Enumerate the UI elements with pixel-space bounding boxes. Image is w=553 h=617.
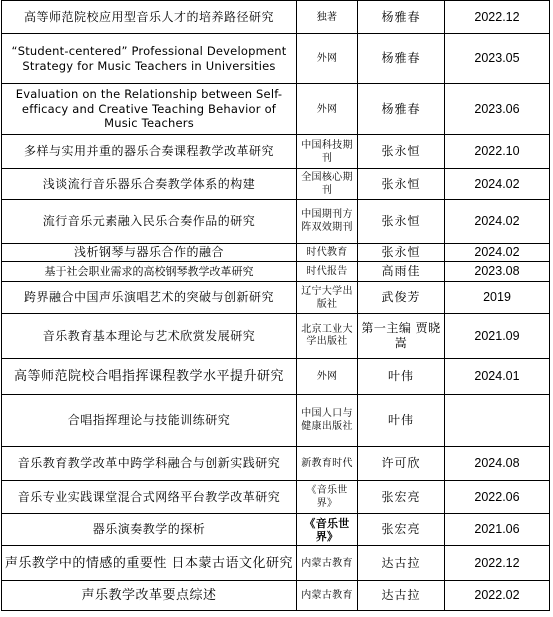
publisher-cell: 新教育时代 xyxy=(297,447,358,481)
table-row xyxy=(2,481,550,514)
table-row xyxy=(2,84,550,135)
title-cell: 声乐教学改革要点综述 xyxy=(2,581,297,611)
table-row xyxy=(2,1,550,34)
author-cell: 张永恒 xyxy=(358,169,445,200)
author-cell: 达古拉 xyxy=(358,546,445,581)
title-cell: 多样与实用并重的器乐合奏课程教学改革研究 xyxy=(2,135,297,169)
date-cell: 2022.12 xyxy=(445,546,550,581)
author-cell: 第一主编 贾晓嵩 xyxy=(358,314,445,359)
date-cell: 2022.12 xyxy=(445,1,550,34)
date-cell: 2021.09 xyxy=(445,314,550,359)
author-cell: 高雨佳 xyxy=(358,262,445,282)
date-cell: 2021.06 xyxy=(445,514,550,546)
author-cell: 叶伟 xyxy=(358,395,445,447)
date-cell: 2022.06 xyxy=(445,481,550,514)
publisher-cell: 外网 xyxy=(297,84,358,135)
table-row xyxy=(2,447,550,481)
table-row xyxy=(2,135,550,169)
publisher-cell: 北京工业大学出版社 xyxy=(297,314,358,359)
table-row xyxy=(2,200,550,244)
date-cell: 2024.02 xyxy=(445,200,550,244)
publisher-cell: 《音乐世界》 xyxy=(297,514,358,546)
author-cell: 杨雅春 xyxy=(358,34,445,84)
date-cell: 2024.02 xyxy=(445,244,550,262)
date-cell: 2022.10 xyxy=(445,135,550,169)
table-row xyxy=(2,262,550,282)
title-cell: 高等师范院校应用型音乐人才的培养路径研究 xyxy=(2,1,297,34)
title-cell: 声乐教学中的情感的重要性 日本蒙古语文化研究 xyxy=(2,546,297,581)
publisher-cell: 《音乐世界》 xyxy=(297,481,358,514)
author-cell: 张宏亮 xyxy=(358,481,445,514)
title-cell: 跨界融合中国声乐演唱艺术的突破与创新研究 xyxy=(2,282,297,314)
date-cell: 2022.02 xyxy=(445,581,550,611)
title-cell: 器乐演奏教学的探析 xyxy=(2,514,297,546)
author-cell: 武俊芳 xyxy=(358,282,445,314)
publisher-cell: 中国科技期刊 xyxy=(297,135,358,169)
table-row xyxy=(2,244,550,262)
table-row xyxy=(2,581,550,611)
date-cell: 2023.05 xyxy=(445,34,550,84)
table-row xyxy=(2,546,550,581)
title-cell: 浅谈流行音乐器乐合奏教学体系的构建 xyxy=(2,169,297,200)
table-row xyxy=(2,514,550,546)
publisher-cell: 时代报告 xyxy=(297,262,358,282)
publisher-cell: 全国核心期刊 xyxy=(297,169,358,200)
table-row xyxy=(2,314,550,359)
publisher-cell: 外网 xyxy=(297,359,358,395)
title-cell: 浅析钢琴与器乐合作的融合 xyxy=(2,244,297,262)
date-cell: 2024.01 xyxy=(445,359,550,395)
table-row xyxy=(2,34,550,84)
author-cell: 张永恒 xyxy=(358,135,445,169)
title-cell: 音乐教育基本理论与艺术欣赏发展研究 xyxy=(2,314,297,359)
author-cell: 杨雅春 xyxy=(358,84,445,135)
date-cell: 2024.02 xyxy=(445,169,550,200)
date-cell: 2023.06 xyxy=(445,84,550,135)
table-row xyxy=(2,282,550,314)
publisher-cell: 独著 xyxy=(297,1,358,34)
date-cell: 2024.08 xyxy=(445,447,550,481)
author-cell: 达古拉 xyxy=(358,581,445,611)
table-row xyxy=(2,359,550,395)
date-cell xyxy=(445,395,550,447)
title-cell: “Student-centered” Professional Development Strategy for Music Teachers in Universities xyxy=(2,34,297,84)
author-cell: 叶伟 xyxy=(358,359,445,395)
publisher-cell: 中国期刊方阵双效期刊 xyxy=(297,200,358,244)
author-cell: 许可欣 xyxy=(358,447,445,481)
publisher-cell: 时代教育 xyxy=(297,244,358,262)
title-cell: 高等师范院校合唱指挥课程教学水平提升研究 xyxy=(2,359,297,395)
title-cell: 合唱指挥理论与技能训练研究 xyxy=(2,395,297,447)
title-cell: 流行音乐元素融入民乐合奏作品的研究 xyxy=(2,200,297,244)
publisher-cell: 内蒙古教育 xyxy=(297,581,358,611)
title-cell: 基于社会职业需求的高校钢琴教学改革研究 xyxy=(2,262,297,282)
publications-table xyxy=(1,0,550,611)
date-cell: 2023.08 xyxy=(445,262,550,282)
table-row xyxy=(2,395,550,447)
author-cell: 张永恒 xyxy=(358,244,445,262)
author-cell: 张宏亮 xyxy=(358,514,445,546)
publisher-cell: 内蒙古教育 xyxy=(297,546,358,581)
table-row xyxy=(2,169,550,200)
author-cell: 张永恒 xyxy=(358,200,445,244)
publisher-cell: 中国人口与健康出版社 xyxy=(297,395,358,447)
date-cell: 2019 xyxy=(445,282,550,314)
author-cell: 杨雅春 xyxy=(358,1,445,34)
publisher-cell: 辽宁大学出版社 xyxy=(297,282,358,314)
title-cell: Evaluation on the Relationship between Self-efficacy and Creative Teaching Behavior of Music Teachers xyxy=(2,84,297,135)
title-cell: 音乐教育教学改革中跨学科融合与创新实践研究 xyxy=(2,447,297,481)
title-cell: 音乐专业实践课堂混合式网络平台教学改革研究 xyxy=(2,481,297,514)
publisher-cell: 外网 xyxy=(297,34,358,84)
